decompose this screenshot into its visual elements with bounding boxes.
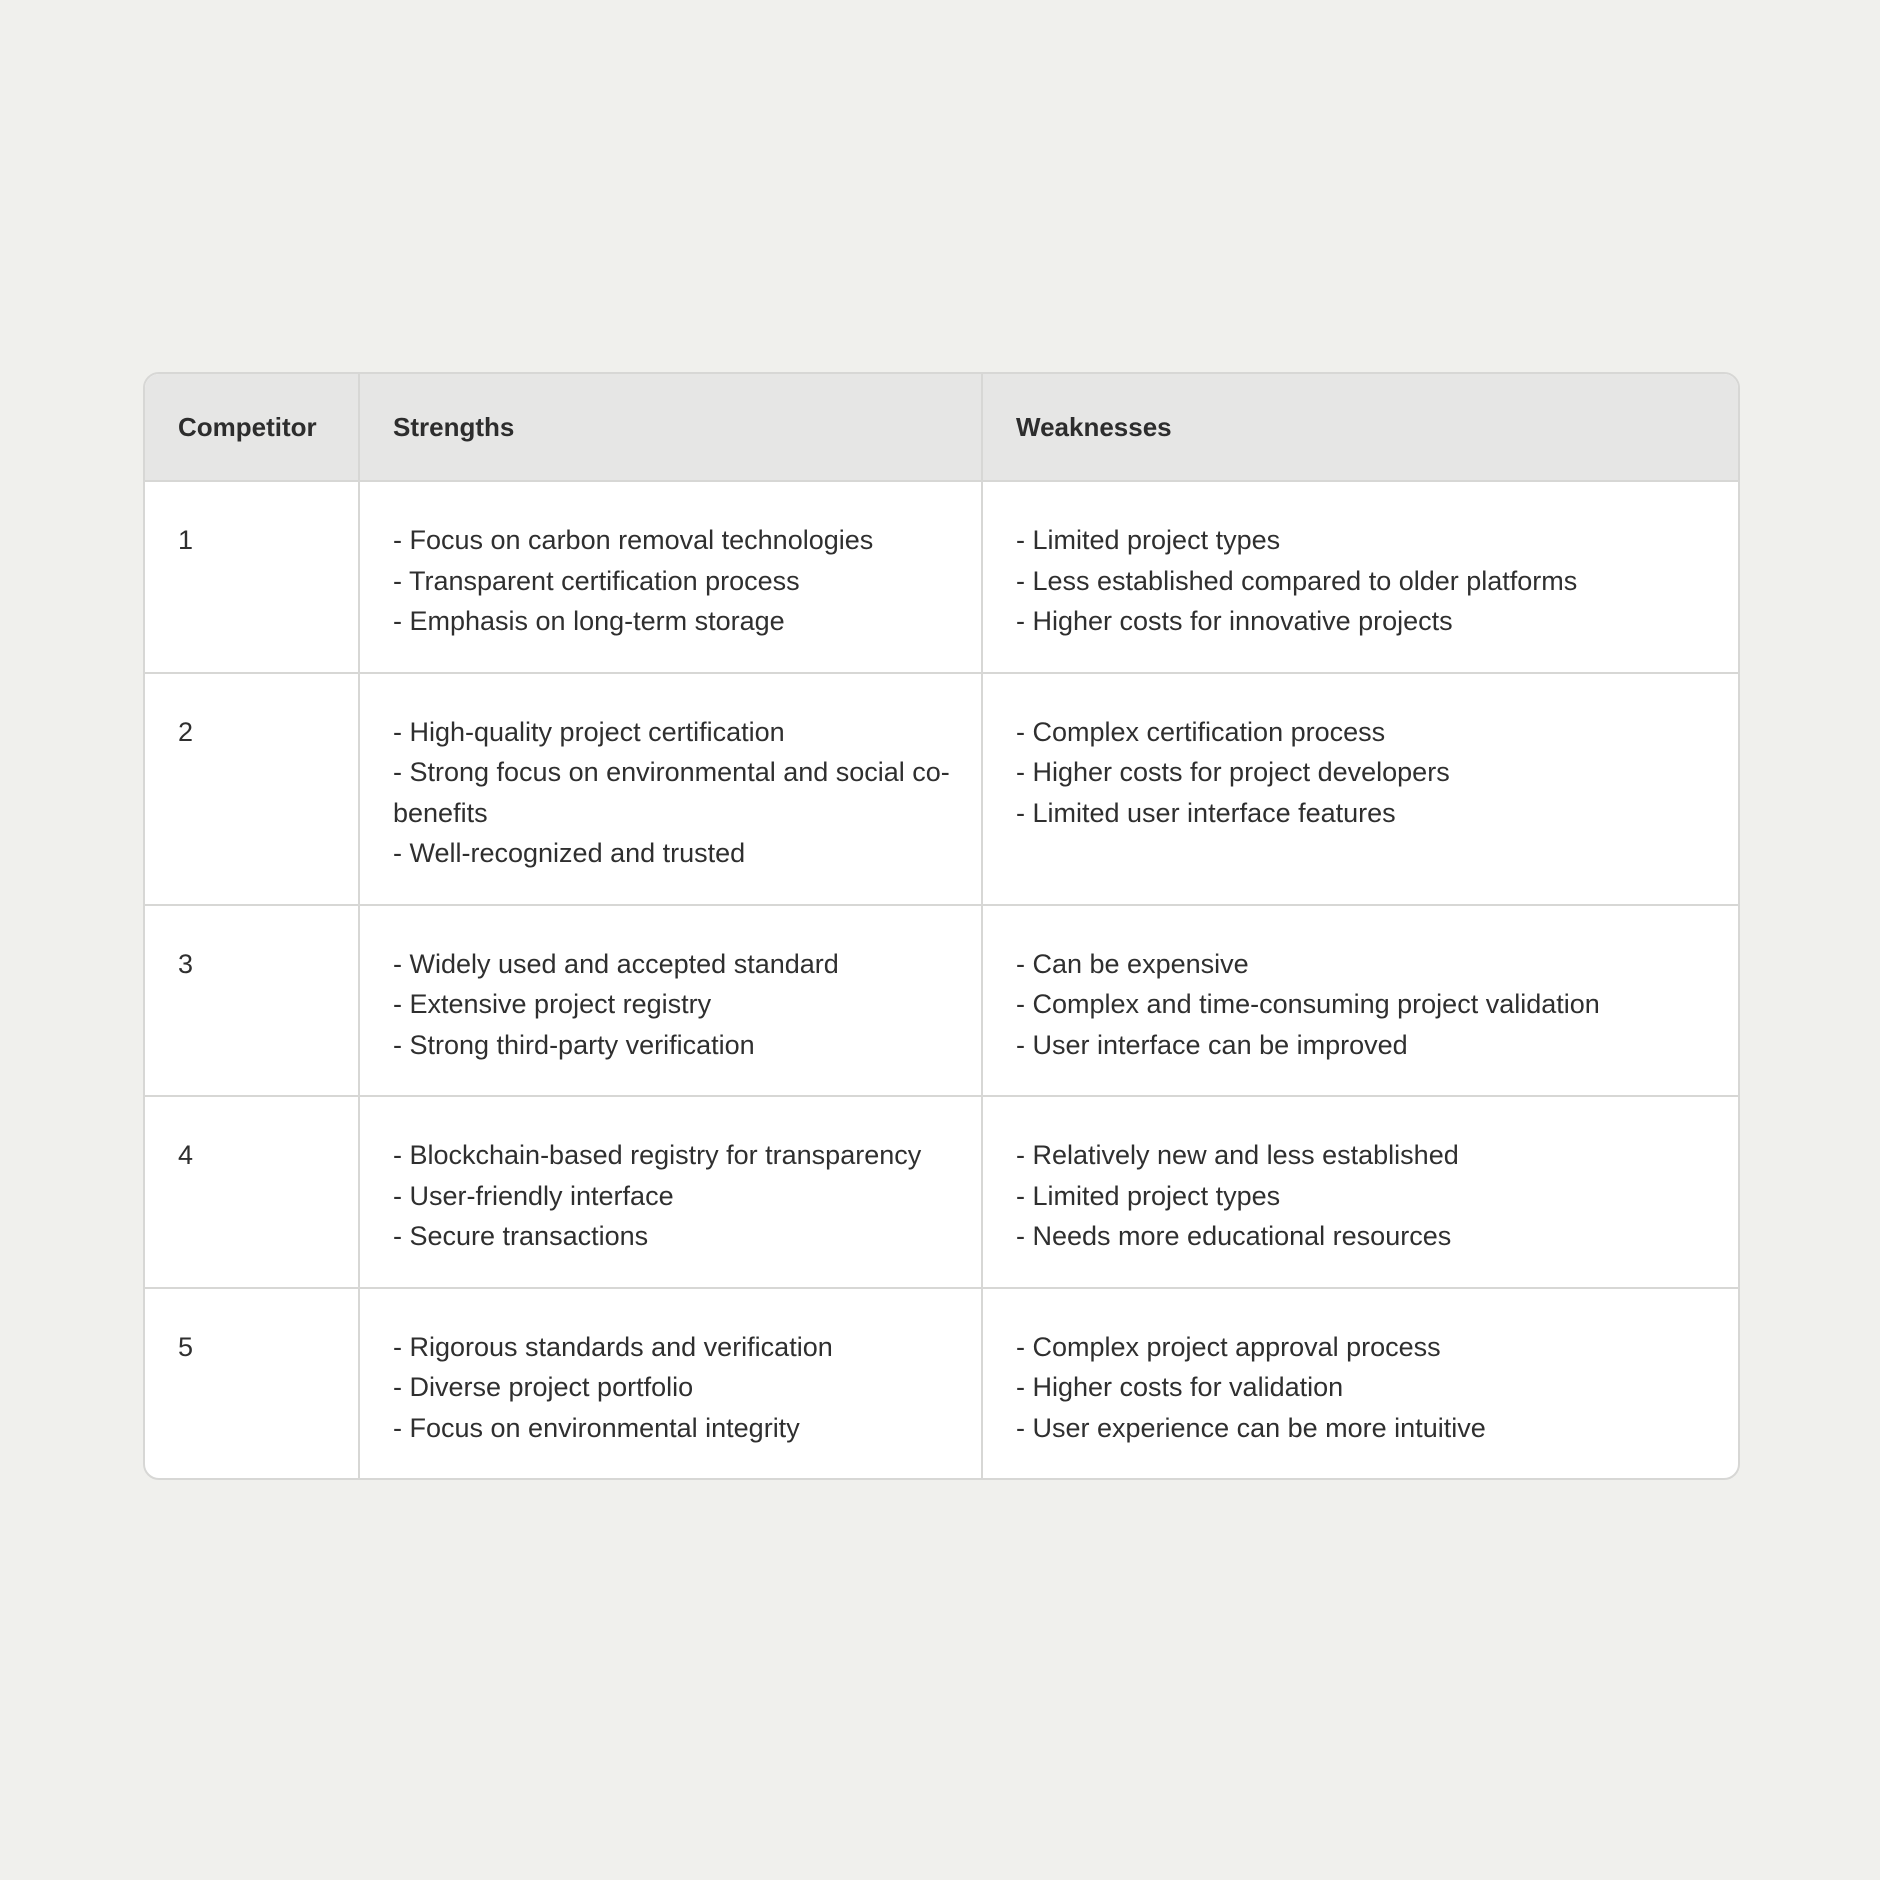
strength-item: - Blockchain-based registry for transparency [393, 1140, 922, 1170]
strength-item: - Strong third-party verification [393, 1029, 755, 1060]
strength-item: - Emphasis on long-term storage [393, 606, 785, 636]
competitor-cell: 1 [178, 525, 194, 555]
weakness-item: - Higher costs for validation [1016, 1372, 1344, 1402]
strength-item: - Focus on carbon removal technologies [393, 525, 874, 555]
strength-item: - Well-recognized and trusted [393, 838, 746, 868]
strengths-cell [359, 905, 982, 1097]
strengths-cell [359, 1288, 982, 1479]
weakness-item: - Limited user interface features [1016, 797, 1396, 828]
table-row [145, 905, 1738, 1097]
weakness-item: - Needs more educational resources [1016, 1221, 1452, 1251]
weakness-item: - Relatively new and less established [1016, 1140, 1459, 1170]
competitor-comparison-table [143, 372, 1740, 1480]
table-row [145, 1288, 1738, 1479]
header-strengths: Strengths [359, 374, 982, 481]
weakness-item: - Higher costs for innovative projects [1016, 606, 1453, 636]
weakness-item: - Complex project approval process [1016, 1331, 1441, 1362]
weaknesses-cell [982, 1288, 1738, 1479]
strengths-cell [359, 673, 982, 905]
strength-item: - Extensive project registry [393, 989, 712, 1019]
weakness-item: - Limited project types [1016, 1180, 1281, 1211]
strengths-cell [359, 1096, 982, 1288]
weakness-item: - User interface can be improved [1016, 1029, 1408, 1060]
weakness-item: - Limited project types [1016, 525, 1281, 555]
competitor-cell: 5 [145, 1288, 359, 1479]
weaknesses-cell [982, 481, 1738, 673]
strength-item: - Strong focus on environmental and social co-benefits [393, 757, 950, 828]
header-row [145, 374, 1738, 481]
strength-item: - High-quality project certification [393, 716, 785, 747]
comparison-table [145, 374, 1738, 1478]
strength-item: - Diverse project portfolio [393, 1372, 694, 1402]
strength-item: - Secure transactions [393, 1221, 649, 1251]
weakness-item: - User experience can be more intuitive [1016, 1412, 1486, 1443]
weakness-item: - Complex and time-consuming project validation [1016, 989, 1600, 1019]
weakness-item: - Can be expensive [1016, 948, 1249, 979]
table-row [145, 1096, 1738, 1288]
weaknesses-cell [982, 905, 1738, 1097]
strength-item: - Focus on environmental integrity [393, 1412, 800, 1443]
weakness-item: - Complex certification process [1016, 716, 1386, 747]
strengths-cell [359, 481, 982, 673]
competitor-cell: 3 [145, 905, 359, 1097]
table-header [145, 374, 1738, 481]
weaknesses-cell [982, 673, 1738, 905]
weakness-item: - Less established compared to older platforms [1016, 565, 1578, 596]
header-competitor: Competitor [145, 374, 359, 481]
header-weaknesses: Weaknesses [982, 374, 1738, 481]
table-row [145, 481, 1738, 673]
table-body [145, 481, 1738, 1478]
strength-item: - Widely used and accepted standard [393, 948, 839, 979]
strength-item: - User-friendly interface [393, 1180, 674, 1211]
table-row [145, 673, 1738, 905]
strength-item: - Rigorous standards and verification [393, 1331, 833, 1362]
competitor-cell: 4 [145, 1096, 359, 1288]
weakness-item: - Higher costs for project developers [1016, 757, 1450, 787]
weaknesses-cell [982, 1096, 1738, 1288]
strength-item: - Transparent certification process [393, 565, 800, 596]
competitor-cell: 2 [145, 673, 359, 905]
